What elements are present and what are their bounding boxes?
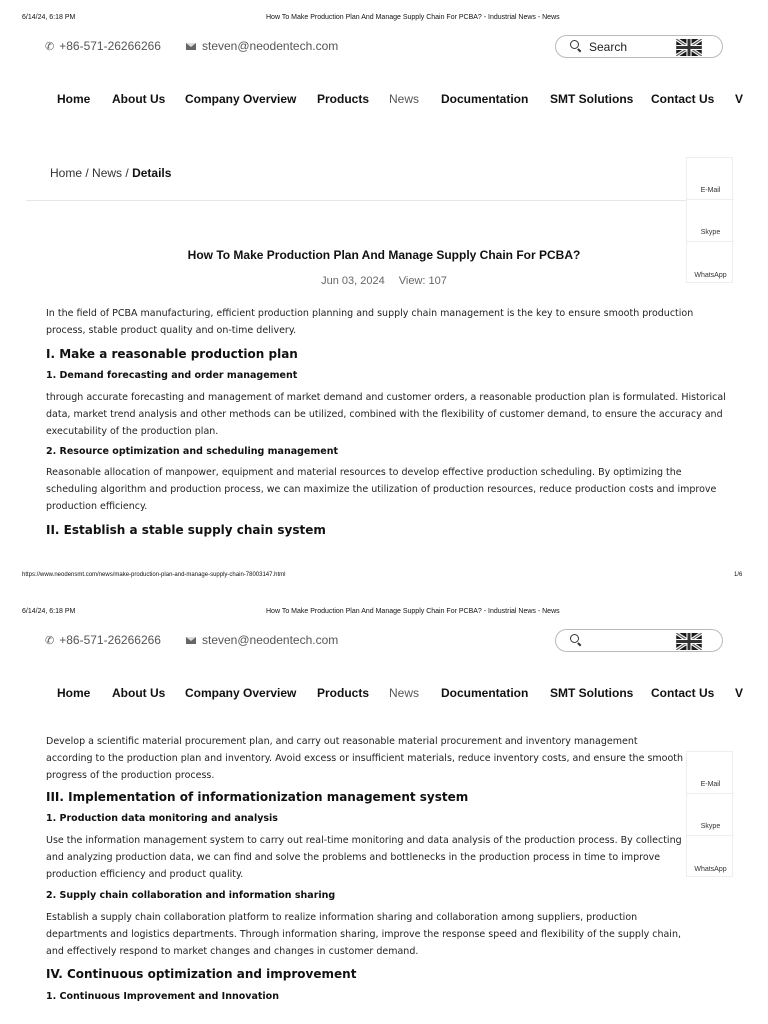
breadcrumb-home[interactable]: Home <box>50 166 83 180</box>
email-side-label: E-Mail <box>700 781 721 788</box>
email-address: steven@neodentech.com <box>202 633 339 647</box>
paragraph: Use the information management system to carry out real-time monitoring and data analysis of the production process. By collecting and analyzing production data, we can find and solve the problems and bottlenecks in the production process in time to improve production efficiency and product quality. <box>46 835 682 880</box>
article-views: View: 107 <box>398 275 447 287</box>
search-label: Search <box>589 40 628 54</box>
nav-products[interactable]: Products <box>317 686 370 700</box>
breadcrumb-separator: / <box>82 166 93 180</box>
article-body <box>46 305 726 538</box>
paragraph: Develop a scientific material procurement plan, and carry out reasonable material procurement and inventory management according to the production plan and inventory. Avoid excess or insufficient materials, reduce inventory costs, and ensure the smooth progress of the production process. <box>46 736 684 781</box>
section-heading: IV. Continuous optimization and improvement <box>46 967 357 981</box>
nav-contact-us[interactable]: Contact Us <box>651 686 715 700</box>
nav-about-us[interactable]: About Us <box>112 92 166 106</box>
article-date: Jun 03, 2024 <box>321 275 385 287</box>
search-icon[interactable] <box>570 40 579 49</box>
print-date: 6/14/24, 6:18 PM <box>22 14 76 21</box>
search-box[interactable] <box>555 629 723 652</box>
nav-documentation[interactable]: Documentation <box>441 92 529 106</box>
search-box[interactable] <box>555 35 723 58</box>
email-address: steven@neodentech.com <box>202 39 339 53</box>
side-contact-panel <box>686 157 733 283</box>
article-meta <box>0 275 768 287</box>
nav-smt-solutions[interactable]: SMT Solutions <box>550 686 634 700</box>
email-contact[interactable] <box>186 633 338 647</box>
skype-side-label: Skype <box>700 823 721 830</box>
breadcrumb-news[interactable]: News <box>92 166 123 180</box>
print-header <box>0 14 768 26</box>
uk-flag-icon[interactable] <box>676 633 702 650</box>
divider <box>26 200 686 201</box>
phone-number: +86-571-26266266 <box>59 633 161 647</box>
email-side-button[interactable] <box>687 752 734 794</box>
nav-company-overview[interactable]: Company Overview <box>185 686 297 700</box>
nav-more[interactable]: V <box>735 686 744 700</box>
top-bar <box>0 33 768 59</box>
phone-icon: ✆ <box>45 634 55 647</box>
section-heading: III. Implementation of informationization management system <box>46 790 469 804</box>
subsection-heading: 2. Supply chain collaboration and information sharing <box>46 890 336 901</box>
skype-side-button[interactable] <box>687 794 734 836</box>
print-title: How To Make Production Plan And Manage Supply Chain For PCBA? - Industrial News - News <box>266 608 560 615</box>
subsection-heading: 1. Demand forecasting and order management <box>46 370 298 381</box>
paragraph: Reasonable allocation of manpower, equipment and material resources to develop effective production scheduling. By optimizing the scheduling algorithm and production process, we can maximize the utilization of production resources, reduce production costs and improve production efficiency. <box>46 467 717 512</box>
print-title: How To Make Production Plan And Manage Supply Chain For PCBA? - Industrial News - News <box>266 14 560 21</box>
article-title: How To Make Production Plan And Manage Supply Chain For PCBA? <box>187 248 581 262</box>
section-heading: I. Make a reasonable production plan <box>46 347 298 361</box>
nav-company-overview[interactable]: Company Overview <box>185 92 297 106</box>
email-side-button[interactable] <box>687 158 734 200</box>
whatsapp-side-label: WhatsApp <box>694 272 727 279</box>
print-url: https://www.neodensmt.com/news/make-production-plan-and-manage-supply-chain-78003147.html <box>22 572 286 578</box>
main-nav <box>0 92 768 110</box>
phone-contact[interactable] <box>45 633 161 647</box>
subsection-heading: 1. Production data monitoring and analysis <box>46 813 278 824</box>
breadcrumb-separator: / <box>122 166 133 180</box>
search-icon[interactable] <box>570 634 579 643</box>
nav-news[interactable]: News <box>389 686 420 700</box>
nav-home[interactable]: Home <box>57 92 91 106</box>
print-date: 6/14/24, 6:18 PM <box>22 608 76 615</box>
skype-side-label: Skype <box>700 229 721 236</box>
nav-smt-solutions[interactable]: SMT Solutions <box>550 92 634 106</box>
nav-more[interactable]: V <box>735 92 744 106</box>
whatsapp-side-button[interactable] <box>687 836 734 878</box>
section-heading: II. Establish a stable supply chain system <box>46 523 326 537</box>
nav-about-us[interactable]: About Us <box>112 686 166 700</box>
subsection-heading: 1. Continuous Improvement and Innovation <box>46 991 279 1002</box>
intro-paragraph: In the field of PCBA manufacturing, efficient production planning and supply chain management is the key to ensure smooth production process, stable product quality and on-time delivery. <box>46 308 694 336</box>
nav-home[interactable]: Home <box>57 686 91 700</box>
nav-contact-us[interactable]: Contact Us <box>651 92 715 106</box>
nav-products[interactable]: Products <box>317 92 370 106</box>
skype-side-button[interactable] <box>687 200 734 242</box>
paragraph: Establish a supply chain collaboration platform to realize information sharing and collaboration among suppliers, production departments and logistics departments. Through information sharing, improve the response speed and flexibility of the supply chain, and effectively respond to market changes and changes in customer demand. <box>46 912 681 957</box>
envelope-icon <box>186 637 196 644</box>
main-nav <box>0 686 768 704</box>
breadcrumb-current: Details <box>132 166 172 180</box>
phone-contact[interactable] <box>45 39 161 53</box>
envelope-icon <box>186 43 196 50</box>
nav-documentation[interactable]: Documentation <box>441 686 529 700</box>
email-contact[interactable] <box>186 39 338 53</box>
whatsapp-side-label: WhatsApp <box>694 866 727 873</box>
print-page-2 <box>0 594 768 1024</box>
paragraph: through accurate forecasting and management of market demand and customer orders, a reasonable production plan is formulated. Historical data, market trend analysis and other methods can be utilized, combined with the flexibility of customer demand, to ensure the accuracy and executability of the production plan. <box>46 392 726 437</box>
uk-flag-icon[interactable] <box>676 39 702 56</box>
nav-news[interactable]: News <box>389 92 420 106</box>
subsection-heading: 2. Resource optimization and scheduling management <box>46 446 339 457</box>
print-header <box>0 608 768 620</box>
email-side-label: E-Mail <box>700 187 721 194</box>
phone-icon: ✆ <box>45 40 55 53</box>
article-body <box>46 733 686 1004</box>
breadcrumb <box>50 166 171 180</box>
article-body-clip <box>46 733 688 1024</box>
side-contact-panel <box>686 751 733 877</box>
print-page-number: 1/6 <box>734 572 743 578</box>
phone-number: +86-571-26266266 <box>59 39 161 53</box>
top-bar <box>0 627 768 653</box>
